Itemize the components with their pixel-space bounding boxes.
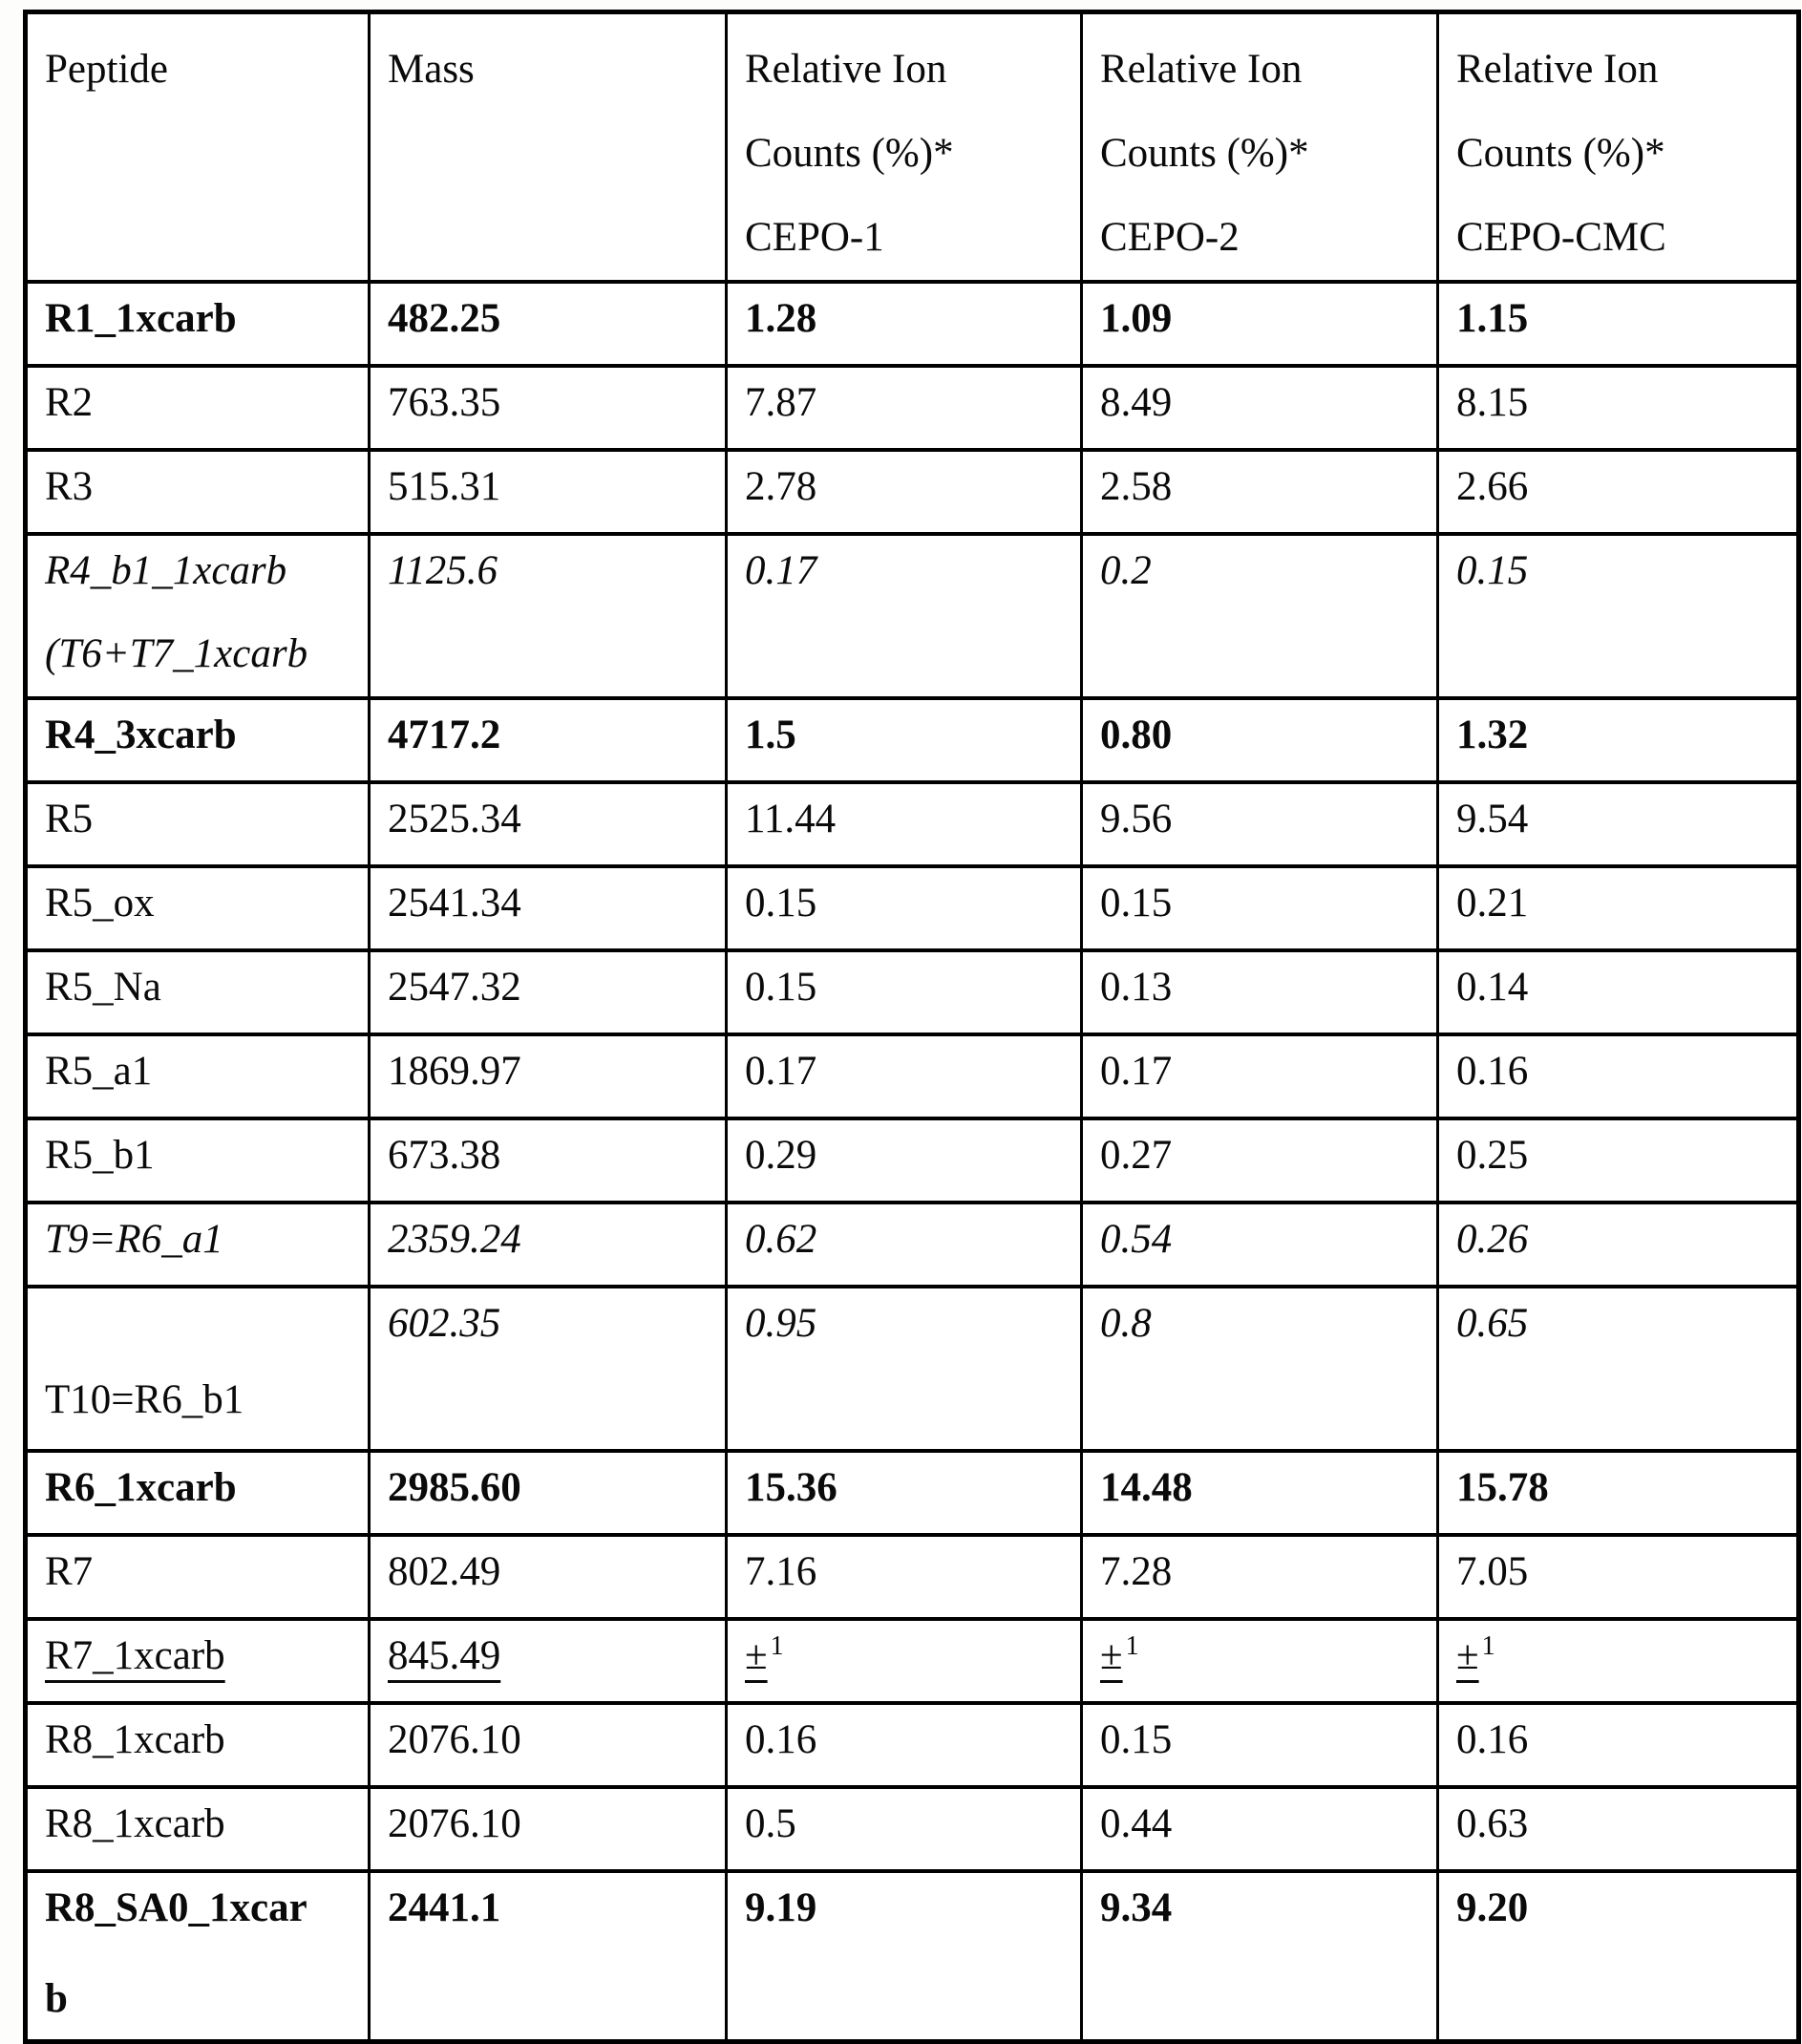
cell-text: 7.16	[745, 1549, 817, 1594]
cell-text: 1.5	[745, 713, 796, 757]
cell-text: 9.19	[745, 1885, 817, 1930]
table-row	[26, 1451, 1799, 1535]
cell-text: 0.16	[745, 1717, 817, 1762]
footnote-marker: 1	[770, 1630, 784, 1661]
table-row	[26, 950, 1799, 1034]
cell-count-cepo-cmc	[1438, 782, 1799, 866]
cell-mass	[370, 1203, 727, 1287]
header-cepo-cmc-line1: Relative Ion	[1456, 47, 1659, 92]
cell-count-cepo2	[1082, 1034, 1438, 1118]
table-row	[26, 1118, 1799, 1203]
cell-count-cepo1	[727, 1118, 1082, 1203]
cell-count-cepo1	[727, 1619, 1082, 1703]
cell-mass	[370, 950, 727, 1034]
cell-text: 1.28	[745, 296, 817, 341]
cell-mass	[370, 1871, 727, 2041]
cell-peptide	[26, 1871, 370, 2041]
cell-mass	[370, 1287, 727, 1451]
cell-text: R5	[45, 797, 94, 841]
cell-count-cepo-cmc	[1438, 1118, 1799, 1203]
cell-text: 0.16	[1456, 1717, 1529, 1762]
cell-peptide	[26, 1535, 370, 1619]
cell-text: 0.15	[745, 881, 817, 926]
cell-text: 0.29	[745, 1133, 817, 1178]
cell-text: 482.25	[388, 296, 501, 341]
cell-peptide	[26, 282, 370, 366]
cell-text: 0.80	[1100, 713, 1173, 757]
cell-text: 0.14	[1456, 965, 1529, 1010]
cell-count-cepo-cmc	[1438, 1203, 1799, 1287]
cell-count-cepo-cmc	[1438, 534, 1799, 698]
cell-text: 9.56	[1100, 797, 1173, 841]
table-row	[26, 450, 1799, 534]
cell-text: 2985.60	[388, 1465, 521, 1510]
cell-peptide	[26, 450, 370, 534]
header-peptide	[26, 12, 370, 283]
footnote-marker: 1	[1481, 1630, 1495, 1661]
cell-text: 0.62	[745, 1217, 817, 1262]
cell-text: 15.36	[745, 1465, 837, 1510]
cell-text: 2541.34	[388, 881, 521, 926]
cell-text: (T6+T7_1xcarb	[45, 630, 308, 676]
cell-count-cepo1	[727, 1703, 1082, 1787]
cell-text: R6_1xcarb	[45, 1465, 237, 1510]
cell-peptide	[26, 1703, 370, 1787]
cell-text: 0.5	[745, 1801, 796, 1846]
cell-text: R1_1xcarb	[45, 296, 237, 341]
cell-mass	[370, 1535, 727, 1619]
cell-count-cepo2	[1082, 866, 1438, 950]
cell-mass	[370, 1451, 727, 1535]
cell-text: 0.15	[1100, 1717, 1173, 1762]
cell-mass	[370, 534, 727, 698]
cell-count-cepo1	[727, 950, 1082, 1034]
cell-mass	[370, 1787, 727, 1871]
cell-count-cepo1	[727, 1034, 1082, 1118]
cell-count-cepo-cmc	[1438, 1871, 1799, 2041]
footnote-marker: 1	[1125, 1630, 1139, 1661]
table-row	[26, 1871, 1799, 2041]
cell-text: 11.44	[745, 797, 837, 841]
plus-minus-symbol: ±	[1456, 1633, 1479, 1678]
cell-text: 1.32	[1456, 713, 1529, 757]
table-row	[26, 1287, 1799, 1451]
cell-peptide	[26, 698, 370, 782]
cell-text: R5_Na	[45, 965, 161, 1010]
cell-count-cepo2	[1082, 1871, 1438, 2041]
cell-count-cepo-cmc	[1438, 866, 1799, 950]
cell-text: R7	[45, 1549, 94, 1594]
cell-text: 673.38	[388, 1133, 501, 1178]
cell-text: 0.25	[1456, 1133, 1529, 1178]
cell-text: R5_ox	[45, 881, 155, 926]
header-row	[26, 12, 1799, 283]
cell-peptide	[26, 782, 370, 866]
header-cepo2-line1: Relative Ion	[1100, 47, 1303, 92]
cell-text: R3	[45, 464, 94, 509]
cell-text: 2441.1	[388, 1885, 501, 1930]
cell-text: 1.09	[1100, 296, 1173, 341]
table-row	[26, 1787, 1799, 1871]
cell-text: 0.15	[1100, 881, 1173, 926]
cell-count-cepo2	[1082, 534, 1438, 698]
cell-count-cepo-cmc	[1438, 282, 1799, 366]
cell-count-cepo1	[727, 866, 1082, 950]
cell-count-cepo1	[727, 282, 1082, 366]
cell-text: R2	[45, 380, 94, 425]
cell-text: 0.26	[1456, 1217, 1529, 1262]
header-cepo-cmc	[1438, 12, 1799, 283]
cell-mass	[370, 1118, 727, 1203]
cell-text: 0.16	[1456, 1049, 1529, 1094]
cell-count-cepo1	[727, 1287, 1082, 1451]
cell-count-cepo1	[727, 1871, 1082, 2041]
cell-text: 0.65	[1456, 1301, 1529, 1346]
cell-text: R8_1xcarb	[45, 1717, 225, 1762]
cell-count-cepo2	[1082, 1451, 1438, 1535]
cell-text: 0.8	[1100, 1301, 1152, 1346]
cell-count-cepo-cmc	[1438, 698, 1799, 782]
cell-mass	[370, 782, 727, 866]
plus-minus-symbol: ±	[745, 1633, 768, 1678]
cell-text: T9=R6_a1	[45, 1217, 223, 1262]
cell-mass	[370, 698, 727, 782]
header-cepo1-line1: Relative Ion	[745, 47, 947, 92]
header-cepo-cmc-line3: CEPO-CMC	[1456, 215, 1666, 260]
header-cepo1-line3: CEPO-1	[745, 215, 884, 260]
table-row	[26, 1203, 1799, 1287]
cell-text: T10=R6_b1	[45, 1377, 244, 1422]
cell-text: 9.54	[1456, 797, 1529, 841]
cell-peptide	[26, 950, 370, 1034]
cell-count-cepo2	[1082, 1287, 1438, 1451]
table-row	[26, 866, 1799, 950]
cell-text: R4_b1_1xcarb	[45, 548, 287, 593]
cell-count-cepo-cmc	[1438, 450, 1799, 534]
cell-count-cepo1	[727, 1451, 1082, 1535]
cell-peptide	[26, 1787, 370, 1871]
table-row	[26, 698, 1799, 782]
cell-count-cepo1	[727, 534, 1082, 698]
cell-count-cepo1	[727, 450, 1082, 534]
cell-count-cepo1	[727, 1535, 1082, 1619]
cell-count-cepo2	[1082, 782, 1438, 866]
table-row	[26, 1535, 1799, 1619]
cell-text: 0.95	[745, 1301, 817, 1346]
cell-mass	[370, 366, 727, 450]
cell-text: 2359.24	[388, 1217, 521, 1262]
cell-text: 0.17	[745, 1049, 817, 1094]
cell-text: 0.54	[1100, 1217, 1173, 1262]
cell-text: b	[45, 1975, 68, 2021]
cell-count-cepo-cmc	[1438, 950, 1799, 1034]
cell-text: 0.15	[745, 965, 817, 1010]
cell-count-cepo-cmc	[1438, 1034, 1799, 1118]
cell-count-cepo-cmc	[1438, 1287, 1799, 1451]
header-cepo-cmc-line2: Counts (%)*	[1456, 131, 1665, 176]
cell-peptide	[26, 534, 370, 698]
cell-text: 9.20	[1456, 1885, 1529, 1930]
cell-count-cepo-cmc	[1438, 1787, 1799, 1871]
cell-count-cepo1	[727, 1787, 1082, 1871]
cell-text: 8.49	[1100, 380, 1173, 425]
cell-text: 0.27	[1100, 1133, 1173, 1178]
cell-count-cepo1	[727, 782, 1082, 866]
plus-minus-symbol: ±	[1100, 1633, 1123, 1678]
cell-mass	[370, 1619, 727, 1703]
cell-text: 763.35	[388, 380, 501, 425]
cell-mass	[370, 1034, 727, 1118]
header-cepo1	[727, 12, 1082, 283]
cell-text: 4717.2	[388, 713, 501, 757]
table-row	[26, 1619, 1799, 1703]
cell-text: 0.17	[745, 548, 817, 593]
cell-text: 2525.34	[388, 797, 521, 841]
cell-text: 0.63	[1456, 1801, 1529, 1846]
cell-text: R8_1xcarb	[45, 1801, 225, 1846]
cell-count-cepo-cmc	[1438, 366, 1799, 450]
cell-mass	[370, 1703, 727, 1787]
cell-peptide	[26, 1451, 370, 1535]
header-peptide-label: Peptide	[45, 47, 168, 92]
cell-count-cepo2	[1082, 1203, 1438, 1287]
cell-text: 2076.10	[388, 1717, 521, 1762]
cell-text: R5_a1	[45, 1049, 153, 1094]
table-row	[26, 1034, 1799, 1118]
cell-text: 2076.10	[388, 1801, 521, 1846]
cell-count-cepo2	[1082, 1619, 1438, 1703]
cell-text: 2.58	[1100, 464, 1173, 509]
cell-peptide	[26, 1034, 370, 1118]
cell-text: 2.78	[745, 464, 817, 509]
table-row	[26, 782, 1799, 866]
cell-count-cepo-cmc	[1438, 1619, 1799, 1703]
cell-text: 15.78	[1456, 1465, 1549, 1510]
table-row	[26, 534, 1799, 698]
cell-count-cepo-cmc	[1438, 1451, 1799, 1535]
cell-count-cepo-cmc	[1438, 1703, 1799, 1787]
cell-count-cepo2	[1082, 1535, 1438, 1619]
cell-count-cepo2	[1082, 450, 1438, 534]
cell-text: 8.15	[1456, 380, 1529, 425]
cell-text: R7_1xcarb	[45, 1633, 225, 1678]
peptide-ion-counts-table	[23, 10, 1801, 2044]
cell-count-cepo2	[1082, 366, 1438, 450]
cell-count-cepo2	[1082, 1118, 1438, 1203]
cell-peptide	[26, 1619, 370, 1703]
header-cepo2-line2: Counts (%)*	[1100, 131, 1309, 176]
cell-text: 0.44	[1100, 1801, 1173, 1846]
cell-text: 7.05	[1456, 1549, 1529, 1594]
cell-text: 1.15	[1456, 296, 1529, 341]
header-cepo1-line2: Counts (%)*	[745, 131, 954, 176]
cell-text: 0.13	[1100, 965, 1173, 1010]
cell-text: R5_b1	[45, 1133, 155, 1178]
cell-text: 1869.97	[388, 1049, 521, 1094]
cell-peptide	[26, 366, 370, 450]
cell-text: 1125.6	[388, 548, 498, 593]
cell-text: 0.17	[1100, 1049, 1173, 1094]
cell-text: 7.28	[1100, 1549, 1173, 1594]
cell-text: 515.31	[388, 464, 501, 509]
cell-count-cepo1	[727, 366, 1082, 450]
cell-text: R8_SA0_1xcar	[45, 1885, 307, 1930]
cell-text: 0.2	[1100, 548, 1152, 593]
table-row	[26, 366, 1799, 450]
header-mass-label: Mass	[388, 47, 475, 92]
header-cepo2-line3: CEPO-2	[1100, 215, 1240, 260]
cell-text: 602.35	[388, 1301, 501, 1346]
cell-count-cepo1	[727, 1203, 1082, 1287]
header-cepo2	[1082, 12, 1438, 283]
cell-text: 9.34	[1100, 1885, 1173, 1930]
cell-peptide	[26, 866, 370, 950]
cell-text: 7.87	[745, 380, 817, 425]
cell-peptide	[26, 1118, 370, 1203]
cell-count-cepo2	[1082, 698, 1438, 782]
cell-count-cepo1	[727, 698, 1082, 782]
cell-mass	[370, 866, 727, 950]
cell-text: 845.49	[388, 1633, 501, 1678]
table-row	[26, 282, 1799, 366]
header-mass	[370, 12, 727, 283]
cell-count-cepo2	[1082, 282, 1438, 366]
cell-text: 0.15	[1456, 548, 1529, 593]
cell-count-cepo2	[1082, 1787, 1438, 1871]
cell-mass	[370, 450, 727, 534]
cell-text: 0.21	[1456, 881, 1529, 926]
cell-text: 802.49	[388, 1549, 501, 1594]
table-row	[26, 1703, 1799, 1787]
cell-count-cepo-cmc	[1438, 1535, 1799, 1619]
cell-text: 14.48	[1100, 1465, 1193, 1510]
cell-text: 2547.32	[388, 965, 521, 1010]
cell-text: R4_3xcarb	[45, 713, 237, 757]
cell-mass	[370, 282, 727, 366]
cell-peptide	[26, 1203, 370, 1287]
cell-count-cepo2	[1082, 950, 1438, 1034]
cell-count-cepo2	[1082, 1703, 1438, 1787]
cell-text: 2.66	[1456, 464, 1529, 509]
cell-peptide	[26, 1287, 370, 1451]
